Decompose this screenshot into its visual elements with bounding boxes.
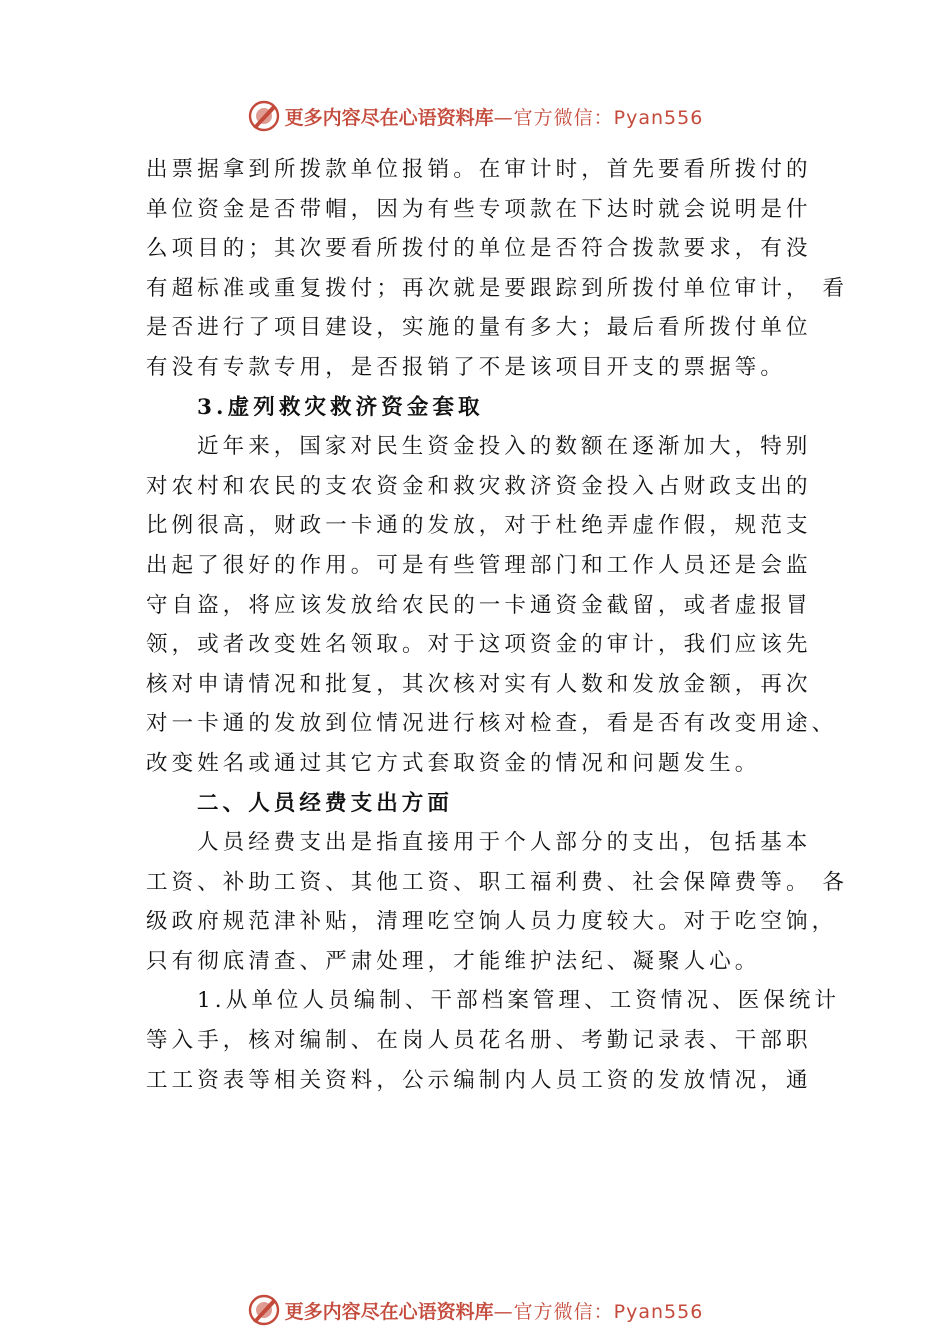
text-line: 领，或者改变姓名领取。对于这项资金的审计，我们应该先 bbox=[146, 632, 812, 658]
watermark-main-text: 更多内容尽在心语资料库 bbox=[284, 1300, 494, 1323]
text-line: 人员经费支出是指直接用于个人部分的支出，包括基本 bbox=[197, 830, 812, 856]
document-body bbox=[146, 150, 849, 1100]
text-line: 核对申请情况和批复，其次核对实有人数和发放金额，再次 bbox=[146, 671, 812, 697]
text-line: 工资、补助工资、其他工资、职工福利费、社会保障费等。 各 bbox=[146, 869, 849, 895]
text-line: 出票据拿到所拨款单位报销。在审计时，首先要看所拨付的 bbox=[146, 157, 812, 182]
text-line: 守自盗，将应该发放给农民的一卡通资金截留，或者虚报冒 bbox=[146, 592, 812, 618]
watermark-main-text: 更多内容尽在心语资料库 bbox=[284, 106, 494, 129]
text-line: 1.从单位人员编制、干部档案管理、工资情况、医保统计 bbox=[197, 988, 841, 1014]
text-line: 对农村和农民的支农资金和救灾救济资金投入占财政支出的 bbox=[146, 473, 812, 499]
text-line: 级政府规范津补贴，清理吃空饷人员力度较大。对于吃空饷， bbox=[146, 909, 838, 935]
text-line: 近年来，国家对民生资金投入的数额在逐渐加大，特别 bbox=[197, 434, 812, 460]
text-line: 等入手，核对编制、在岗人员花名册、考勤记录表、干部职 bbox=[146, 1028, 812, 1054]
text-line: 工工资表等相关资料，公示编制内人员工资的发放情况，通 bbox=[146, 1067, 812, 1093]
text-line: 对一卡通的发放到位情况进行核对检查，看是否有改变用途、 bbox=[146, 711, 838, 737]
text-line: 是否进行了项目建设，实施的量有多大；最后看所拨付单位 bbox=[146, 315, 812, 341]
footer-watermark bbox=[0, 1290, 950, 1330]
watermark-sub-text: —官方微信：Pyan556 bbox=[493, 106, 704, 129]
text-line: 单位资金是否带帽，因为有些专项款在下达时就会说明是什 bbox=[146, 196, 812, 222]
text-line: 有超标准或重复拨付；再次就是要跟踪到所拨付单位审计， 看 bbox=[146, 275, 849, 301]
text-line: 么项目的；其次要看所拨付的单位是否符合拨款要求，有没 bbox=[146, 236, 812, 262]
text-line: 只有彻底清查、严肃处理，才能维护法纪、凝聚人心。 bbox=[146, 948, 761, 974]
text-line: 比例很高，财政一卡通的发放，对于杜绝弄虚作假，规范支 bbox=[146, 513, 812, 539]
text-line: 改变姓名或通过其它方式套取资金的情况和问题发生。 bbox=[146, 750, 761, 776]
section-heading: 二、人员经费支出方面 bbox=[197, 790, 454, 816]
text-line: 有没有专款专用，是否报销了不是该项目开支的票据等。 bbox=[146, 354, 787, 380]
watermark-sub-text: —官方微信：Pyan556 bbox=[493, 1300, 704, 1323]
section-heading: 3.虚列救灾救济资金套取 bbox=[197, 394, 484, 420]
watermark-logo-icon bbox=[247, 99, 281, 133]
watermark-logo-icon bbox=[247, 1293, 281, 1327]
header-watermark bbox=[0, 96, 950, 136]
text-line: 出起了很好的作用。可是有些管理部门和工作人员还是会监 bbox=[146, 552, 812, 578]
